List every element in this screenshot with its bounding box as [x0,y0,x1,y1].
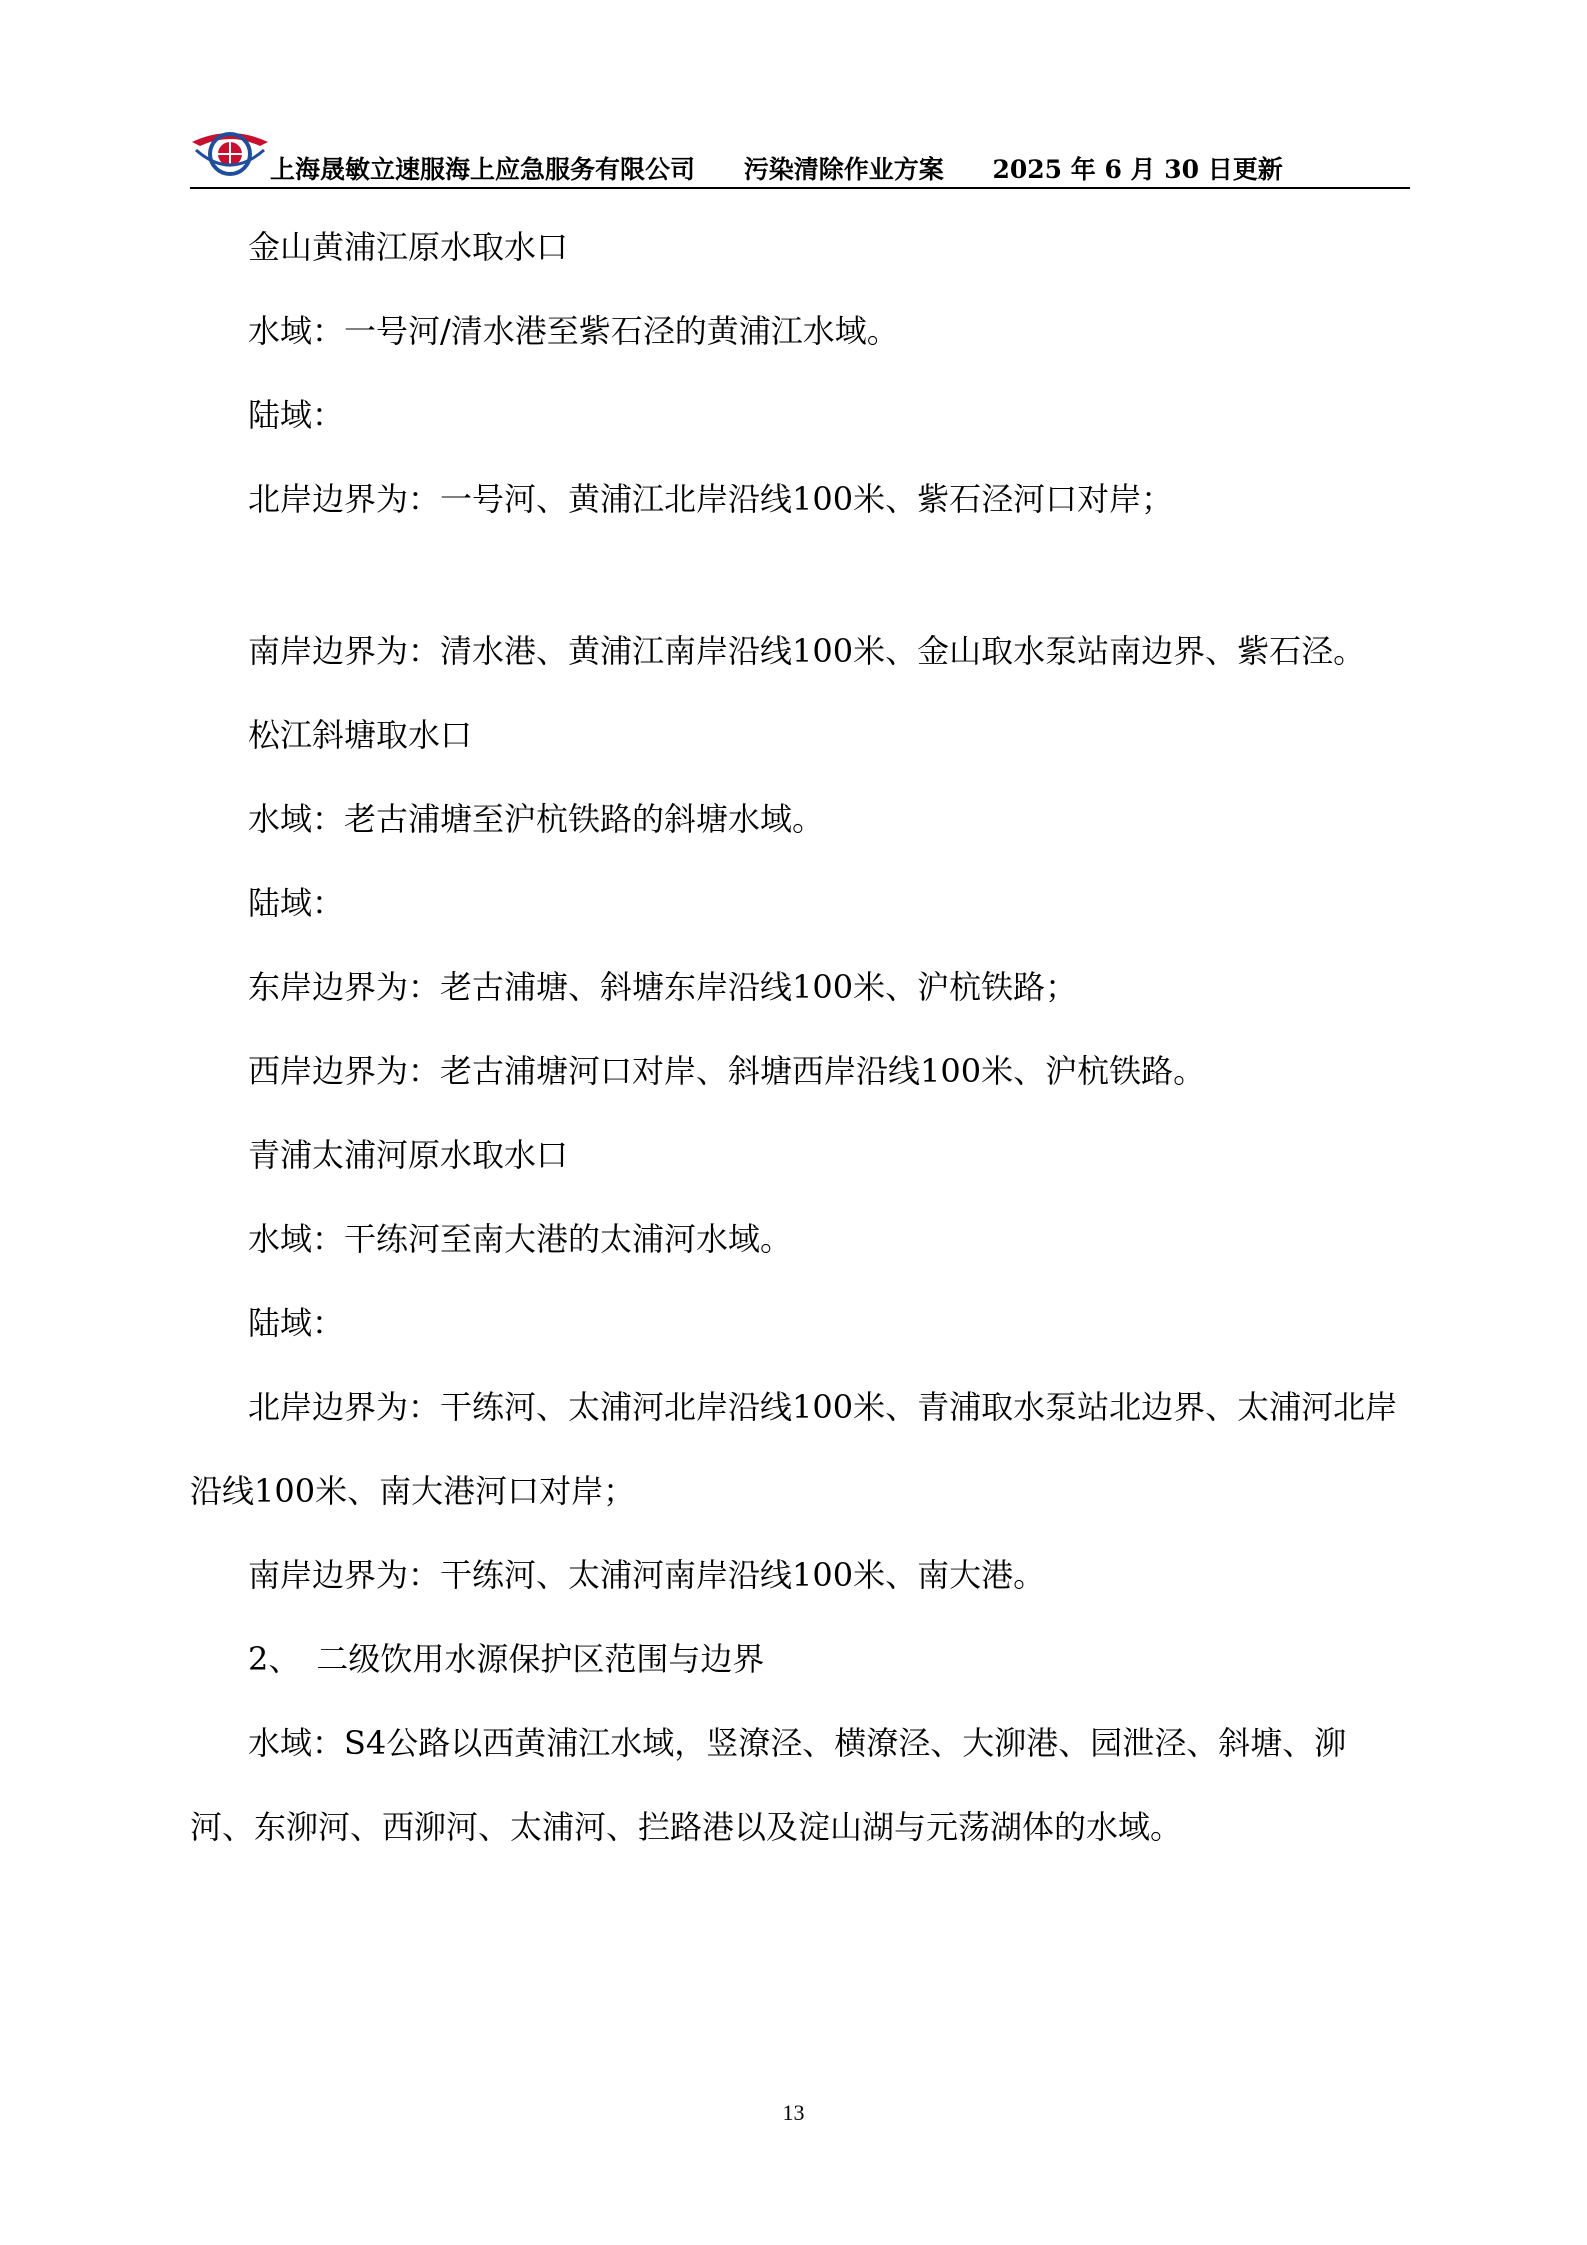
paragraph: 南岸边界为：清水港、黄浦江南岸沿线100米、金山取水泵站南边界、紫石泾。 [248,632,1366,670]
section-heading-songjiang: 松江斜塘取水口 [248,716,473,754]
paragraph: 陆域： [248,396,345,434]
paragraph: 西岸边界为：老古浦塘河口对岸、斜塘西岸沿线100米、沪杭铁路。 [248,1052,1206,1090]
paragraph: 水域：老古浦塘至沪杭铁路的斜塘水域。 [248,800,825,838]
paragraph: 陆域： [248,884,345,922]
section-heading-qingpu: 青浦太浦河原水取水口 [248,1136,569,1174]
header-divider [190,187,1410,189]
document-body [190,205,1410,1869]
paragraph: 水域：一号河/清水港至紫石泾的黄浦江水域。 [248,312,899,350]
paragraph: 水域：S4公路以西黄浦江水域，竖潦泾、横潦泾、大泖港、园泄泾、斜塘、泖河、东泖河、西泖河、太浦河、拦路港以及淀山湖与元荡湖体的水域。 [190,1724,1347,1846]
paragraph: 北岸边界为：干练河、太浦河北岸沿线100米、青浦取水泵站北边界、太浦河北岸沿线100米、南大港河口对岸； [190,1388,1398,1510]
paragraph: 南岸边界为：干练河、太浦河南岸沿线100米、南大港。 [248,1556,1046,1594]
blank-gap [190,541,1410,609]
paragraph: 东岸边界为：老古浦塘、斜塘东岸沿线100米、沪杭铁路； [248,968,1078,1006]
paragraph: 水域：干练河至南大港的太浦河水域。 [248,1220,793,1258]
header-plan-title: 污染清除作业方案 [743,155,944,184]
page-number: 13 [782,2100,805,2125]
paragraph: 北岸边界为：一号河、黄浦江北岸沿线100米、紫石泾河口对岸； [248,480,1174,518]
company-logo-icon [190,120,270,180]
header-company: 上海晟敏立速服海上应急服务有限公司 [270,155,696,184]
header-text [270,150,1283,186]
paragraph: 陆域： [248,1304,345,1342]
page-header [190,108,1410,188]
section-heading-jinshan: 金山黄浦江原水取水口 [248,228,569,266]
header-date: 2025 年 6 月 30 日更新 [992,155,1283,184]
section-heading-secondary-zone: 2、 二级饮用水源保护区范围与边界 [248,1640,765,1678]
